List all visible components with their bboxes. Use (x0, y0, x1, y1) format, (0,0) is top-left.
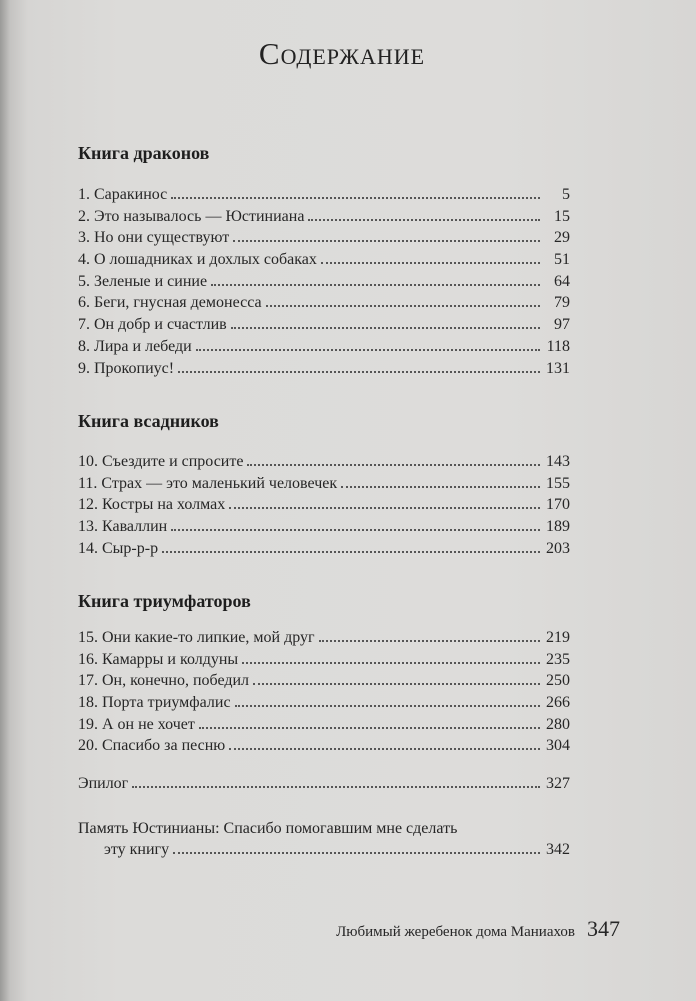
entry-title-line: Память Юстинианы: Спасибо помогавшим мне сделать (78, 820, 458, 837)
entry-page: 304 (546, 737, 570, 755)
entry-page: 143 (546, 453, 570, 470)
dot-leader (162, 551, 540, 553)
entry-page: 280 (546, 715, 570, 733)
dot-leader (341, 486, 540, 488)
toc-entry (78, 649, 570, 671)
toc-entry (78, 314, 570, 336)
entry-title: 11. Страх — это маленький человечек (78, 474, 338, 492)
entry-page: 118 (546, 337, 570, 355)
entry-page: 51 (554, 251, 570, 269)
entry-title: 2. Это называлось — Юстиниана (78, 207, 305, 225)
entry-title: 20. Спасибо за песню (78, 737, 226, 755)
entry-page: 203 (546, 539, 570, 557)
entry-title: эту книгу (104, 841, 170, 858)
book-heading: Книга всадников (78, 411, 219, 431)
entry-page: 235 (546, 650, 570, 668)
toc-entry (78, 670, 570, 692)
toc-entry (78, 773, 570, 795)
dot-leader (178, 371, 540, 373)
entry-page: 5 (562, 186, 570, 203)
toc-entry (78, 714, 570, 736)
entry-page: 342 (546, 841, 570, 858)
running-title: Любимый жеребенок дома Маниахов (336, 924, 575, 940)
toc-entry (78, 627, 570, 649)
entry-page: 327 (546, 775, 570, 792)
book-heading: Книга драконов (78, 143, 210, 163)
dot-leader (199, 727, 540, 729)
toc-list (78, 451, 570, 559)
toc-list (78, 627, 570, 757)
book-heading: Книга триумфаторов (78, 591, 251, 611)
toc-entry (78, 538, 570, 560)
entry-page: 15 (554, 207, 570, 225)
page-title-text: Содержание (258, 36, 426, 71)
toc-entry (78, 249, 570, 271)
dot-leader (229, 748, 540, 750)
dot-leader (233, 240, 540, 242)
page-title (0, 36, 696, 72)
toc-entry (78, 227, 570, 249)
dot-leader (308, 219, 540, 221)
dot-leader (171, 529, 540, 531)
dot-leader (247, 464, 540, 466)
toc-entry (78, 184, 570, 206)
toc-entry (78, 271, 570, 293)
entry-page: 250 (546, 672, 570, 690)
entry-title: 15. Они какие-то липкие, мой друг (78, 629, 315, 646)
entry-page: 97 (554, 316, 570, 334)
toc-entry (78, 735, 570, 757)
toc-entry (78, 336, 570, 358)
toc-entry (78, 473, 570, 495)
dot-leader (132, 786, 540, 788)
toc-entry (78, 358, 570, 380)
entry-title: 6. Беги, гнусная демонесса (78, 294, 262, 312)
entry-title: Эпилог (78, 775, 129, 792)
entry-title: 17. Он, конечно, победил (78, 672, 250, 690)
dot-leader (231, 327, 540, 329)
entry-page: 79 (554, 294, 570, 312)
dot-leader (173, 852, 540, 854)
entry-page: 29 (554, 229, 570, 247)
entry-title: 7. Он добр и счастлив (78, 316, 227, 334)
toc-entry (78, 692, 570, 714)
entry-title: 8. Лира и лебеди (78, 337, 192, 355)
entry-title: 16. Камарры и колдуны (78, 650, 239, 668)
dot-leader (253, 683, 540, 685)
dot-leader (235, 705, 540, 707)
entry-title: 14. Сыр-р-р (78, 539, 159, 557)
entry-title: 13. Каваллин (78, 518, 168, 536)
toc-entry (78, 451, 570, 473)
entry-title: 3. Но они существуют (78, 229, 230, 247)
entry-page: 155 (546, 474, 570, 492)
toc-entry (78, 206, 570, 228)
dot-leader (196, 349, 540, 351)
entry-title: 18. Порта триумфалис (78, 694, 231, 712)
dot-leader (321, 262, 540, 264)
entry-page: 189 (546, 518, 570, 536)
toc-entry (78, 292, 570, 314)
entry-title: 1. Саракинос (78, 186, 168, 203)
entry-title: 10. Съездите и спросите (78, 453, 244, 470)
entry-page: 170 (546, 496, 570, 514)
entry-title: 19. А он не хочет (78, 715, 195, 733)
entry-page: 266 (546, 694, 570, 712)
page-number: 347 (587, 916, 620, 941)
dot-leader (171, 197, 540, 199)
entry-title: 5. Зеленые и синие (78, 272, 208, 290)
entry-title: 12. Костры на холмах (78, 496, 226, 514)
toc-entry (78, 516, 570, 538)
dot-leader (266, 305, 540, 307)
entry-page: 64 (554, 272, 570, 290)
toc-list (78, 184, 570, 379)
dot-leader (229, 507, 540, 509)
entry-title: 9. Прокопиус! (78, 359, 175, 377)
entry-title: 4. О лошадниках и дохлых собаках (78, 251, 317, 269)
memory-entry (78, 818, 570, 861)
epilogue-entry (78, 773, 570, 795)
dot-leader (319, 640, 540, 642)
entry-page: 131 (546, 359, 570, 377)
page-footer (0, 916, 620, 942)
toc-entry (78, 494, 570, 516)
toc-entry (78, 839, 570, 861)
dot-leader (242, 662, 540, 664)
dot-leader (211, 284, 540, 286)
entry-page: 219 (546, 629, 570, 646)
